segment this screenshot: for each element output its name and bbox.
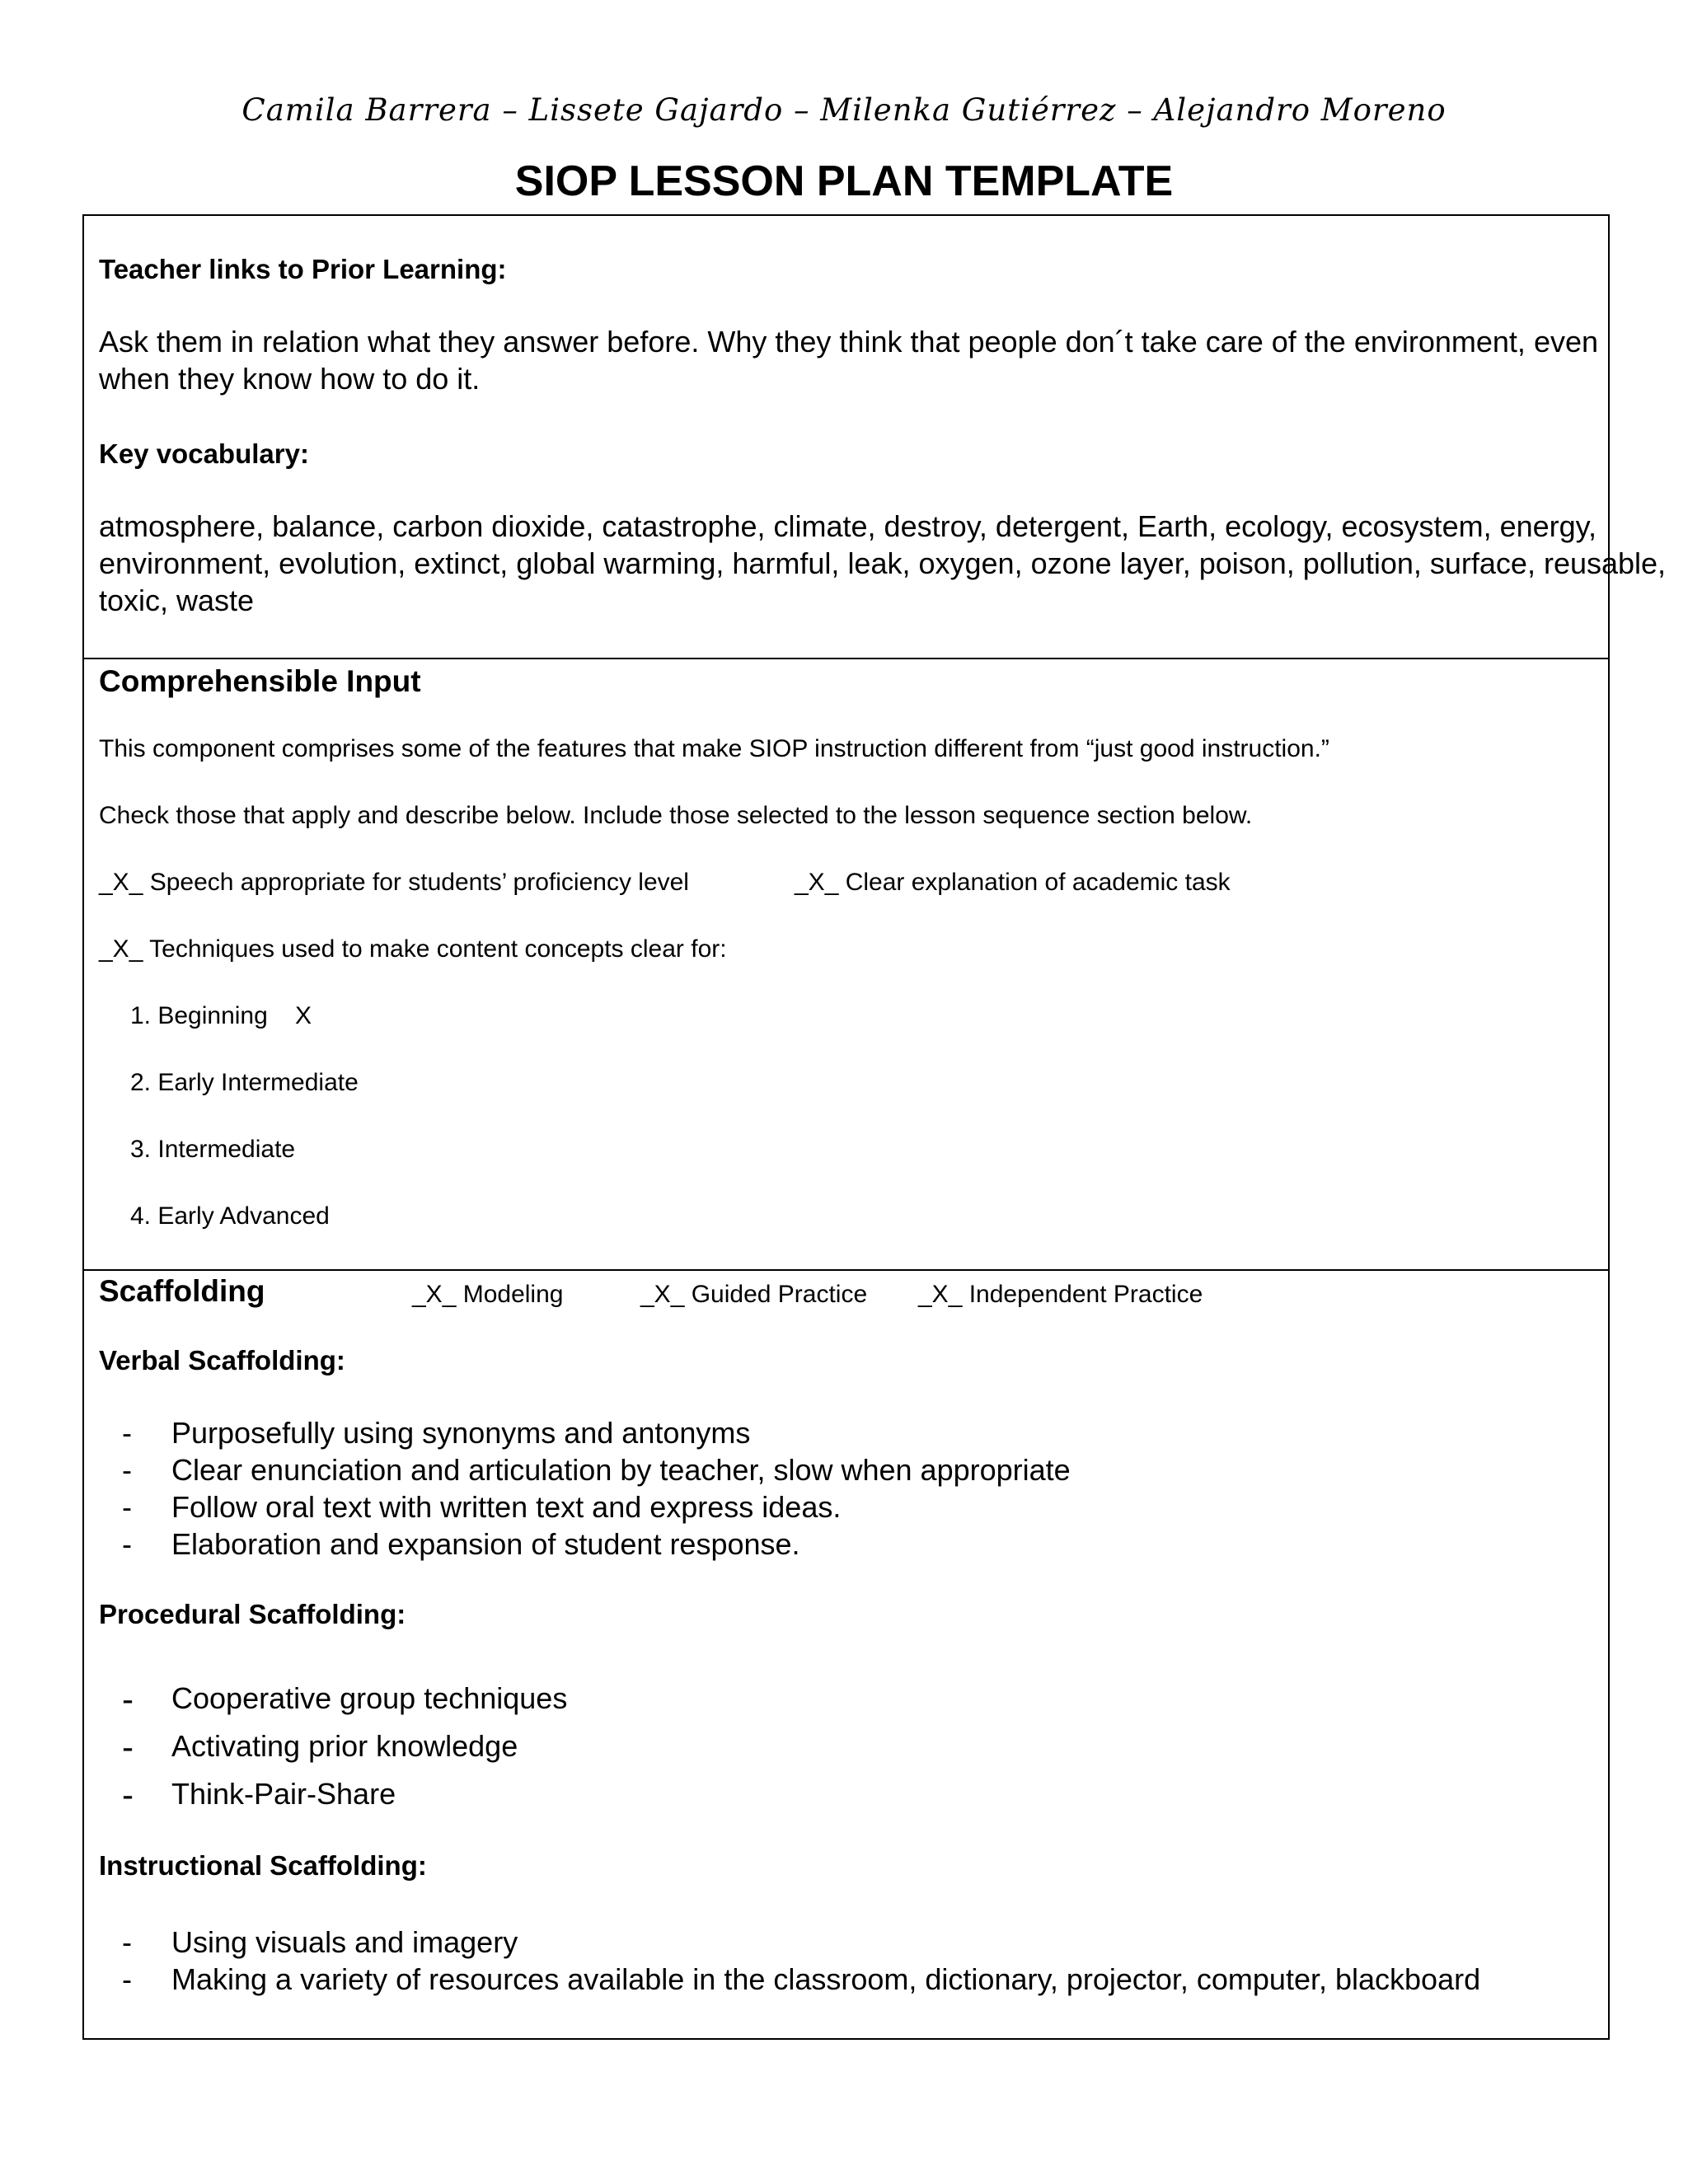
- level-item-early-advanced: 4. Early Advanced: [130, 1202, 330, 1230]
- verbal-item: Purposefully using synonyms and antonyms: [171, 1416, 751, 1450]
- level-item-beginning: 1. Beginning: [130, 1002, 268, 1029]
- checkbox-guided-practice[interactable]: _X_ Guided Practice: [640, 1281, 868, 1308]
- list-bullet: -: [122, 1680, 134, 1718]
- level-beginning-mark: X: [295, 1002, 312, 1029]
- vocabulary-line1: atmosphere, balance, carbon dioxide, catastrophe, climate, destroy, detergent, Earth, ecology, ecosystem, energy,: [99, 509, 1597, 543]
- scaffolding-heading: Scaffolding: [99, 1274, 265, 1308]
- verbal-scaffolding-heading: Verbal Scaffolding:: [99, 1345, 345, 1376]
- list-bullet: -: [122, 1962, 132, 1996]
- checkbox-speech-appropriate[interactable]: _X_ Speech appropriate for students’ proficiency level: [99, 869, 689, 896]
- procedural-item: Cooperative group techniques: [171, 1681, 568, 1715]
- vocabulary-line2: environment, evolution, extinct, global warming, harmful, leak, oxygen, ozone layer, poison, pollution, surface, reusable,: [99, 546, 1667, 580]
- authors-line: Camila Barrera – Lissete Gajardo – Milenka Gutiérrez – Alejandro Moreno: [241, 92, 1447, 128]
- checkbox-independent-practice[interactable]: _X_ Independent Practice: [918, 1281, 1203, 1308]
- verbal-item: Follow oral text with written text and express ideas.: [171, 1490, 842, 1524]
- instructional-item: Making a variety of resources available in the classroom, dictionary, projector, computer, blackboard: [171, 1962, 1481, 1996]
- comprehensible-input-section: [82, 658, 1610, 1271]
- procedural-item: Think-Pair-Share: [171, 1777, 396, 1811]
- verbal-item: Elaboration and expansion of student response.: [171, 1527, 800, 1561]
- comprehensible-input-instruction: Check those that apply and describe below. Include those selected to the lesson sequence section below.: [99, 802, 1253, 829]
- prior-learning-text-line1: Ask them in relation what they answer before. Why they think that people don´t take care of the environment, even: [99, 325, 1599, 359]
- instructional-item: Using visuals and imagery: [171, 1925, 518, 1959]
- prior-learning-text-line2: when they know how to do it.: [99, 362, 481, 396]
- comprehensible-input-heading: Comprehensible Input: [99, 664, 421, 698]
- scaffolding-section: [82, 1269, 1610, 2040]
- list-bullet: -: [122, 1527, 132, 1561]
- checkbox-techniques-used[interactable]: _X_ Techniques used to make content concepts clear for:: [99, 935, 727, 963]
- list-bullet: -: [122, 1453, 132, 1487]
- prior-learning-heading: Teacher links to Prior Learning:: [99, 254, 507, 284]
- list-bullet: -: [122, 1490, 132, 1524]
- instructional-scaffolding-heading: Instructional Scaffolding:: [99, 1850, 427, 1881]
- prior-learning-section: [82, 214, 1667, 659]
- list-bullet: -: [122, 1727, 134, 1766]
- vocabulary-line3: toxic, waste: [99, 583, 255, 617]
- page-title: SIOP LESSON PLAN TEMPLATE: [514, 157, 1174, 205]
- level-item-early-intermediate: 2. Early Intermediate: [130, 1069, 359, 1096]
- list-bullet: -: [122, 1925, 132, 1959]
- comprehensible-input-description: This component comprises some of the features that make SIOP instruction different from “just good instruction.”: [99, 735, 1329, 762]
- checkbox-modeling[interactable]: _X_ Modeling: [412, 1281, 564, 1308]
- procedural-item: Activating prior knowledge: [171, 1729, 518, 1763]
- level-item-intermediate: 3. Intermediate: [130, 1136, 296, 1163]
- checkbox-clear-explanation[interactable]: _X_ Clear explanation of academic task: [795, 869, 1231, 896]
- verbal-item: Clear enunciation and articulation by teacher, slow when appropriate: [171, 1453, 1071, 1487]
- list-bullet: -: [122, 1416, 132, 1450]
- procedural-scaffolding-heading: Procedural Scaffolding:: [99, 1599, 406, 1629]
- vocabulary-heading: Key vocabulary:: [99, 438, 309, 469]
- list-bullet: -: [122, 1775, 134, 1814]
